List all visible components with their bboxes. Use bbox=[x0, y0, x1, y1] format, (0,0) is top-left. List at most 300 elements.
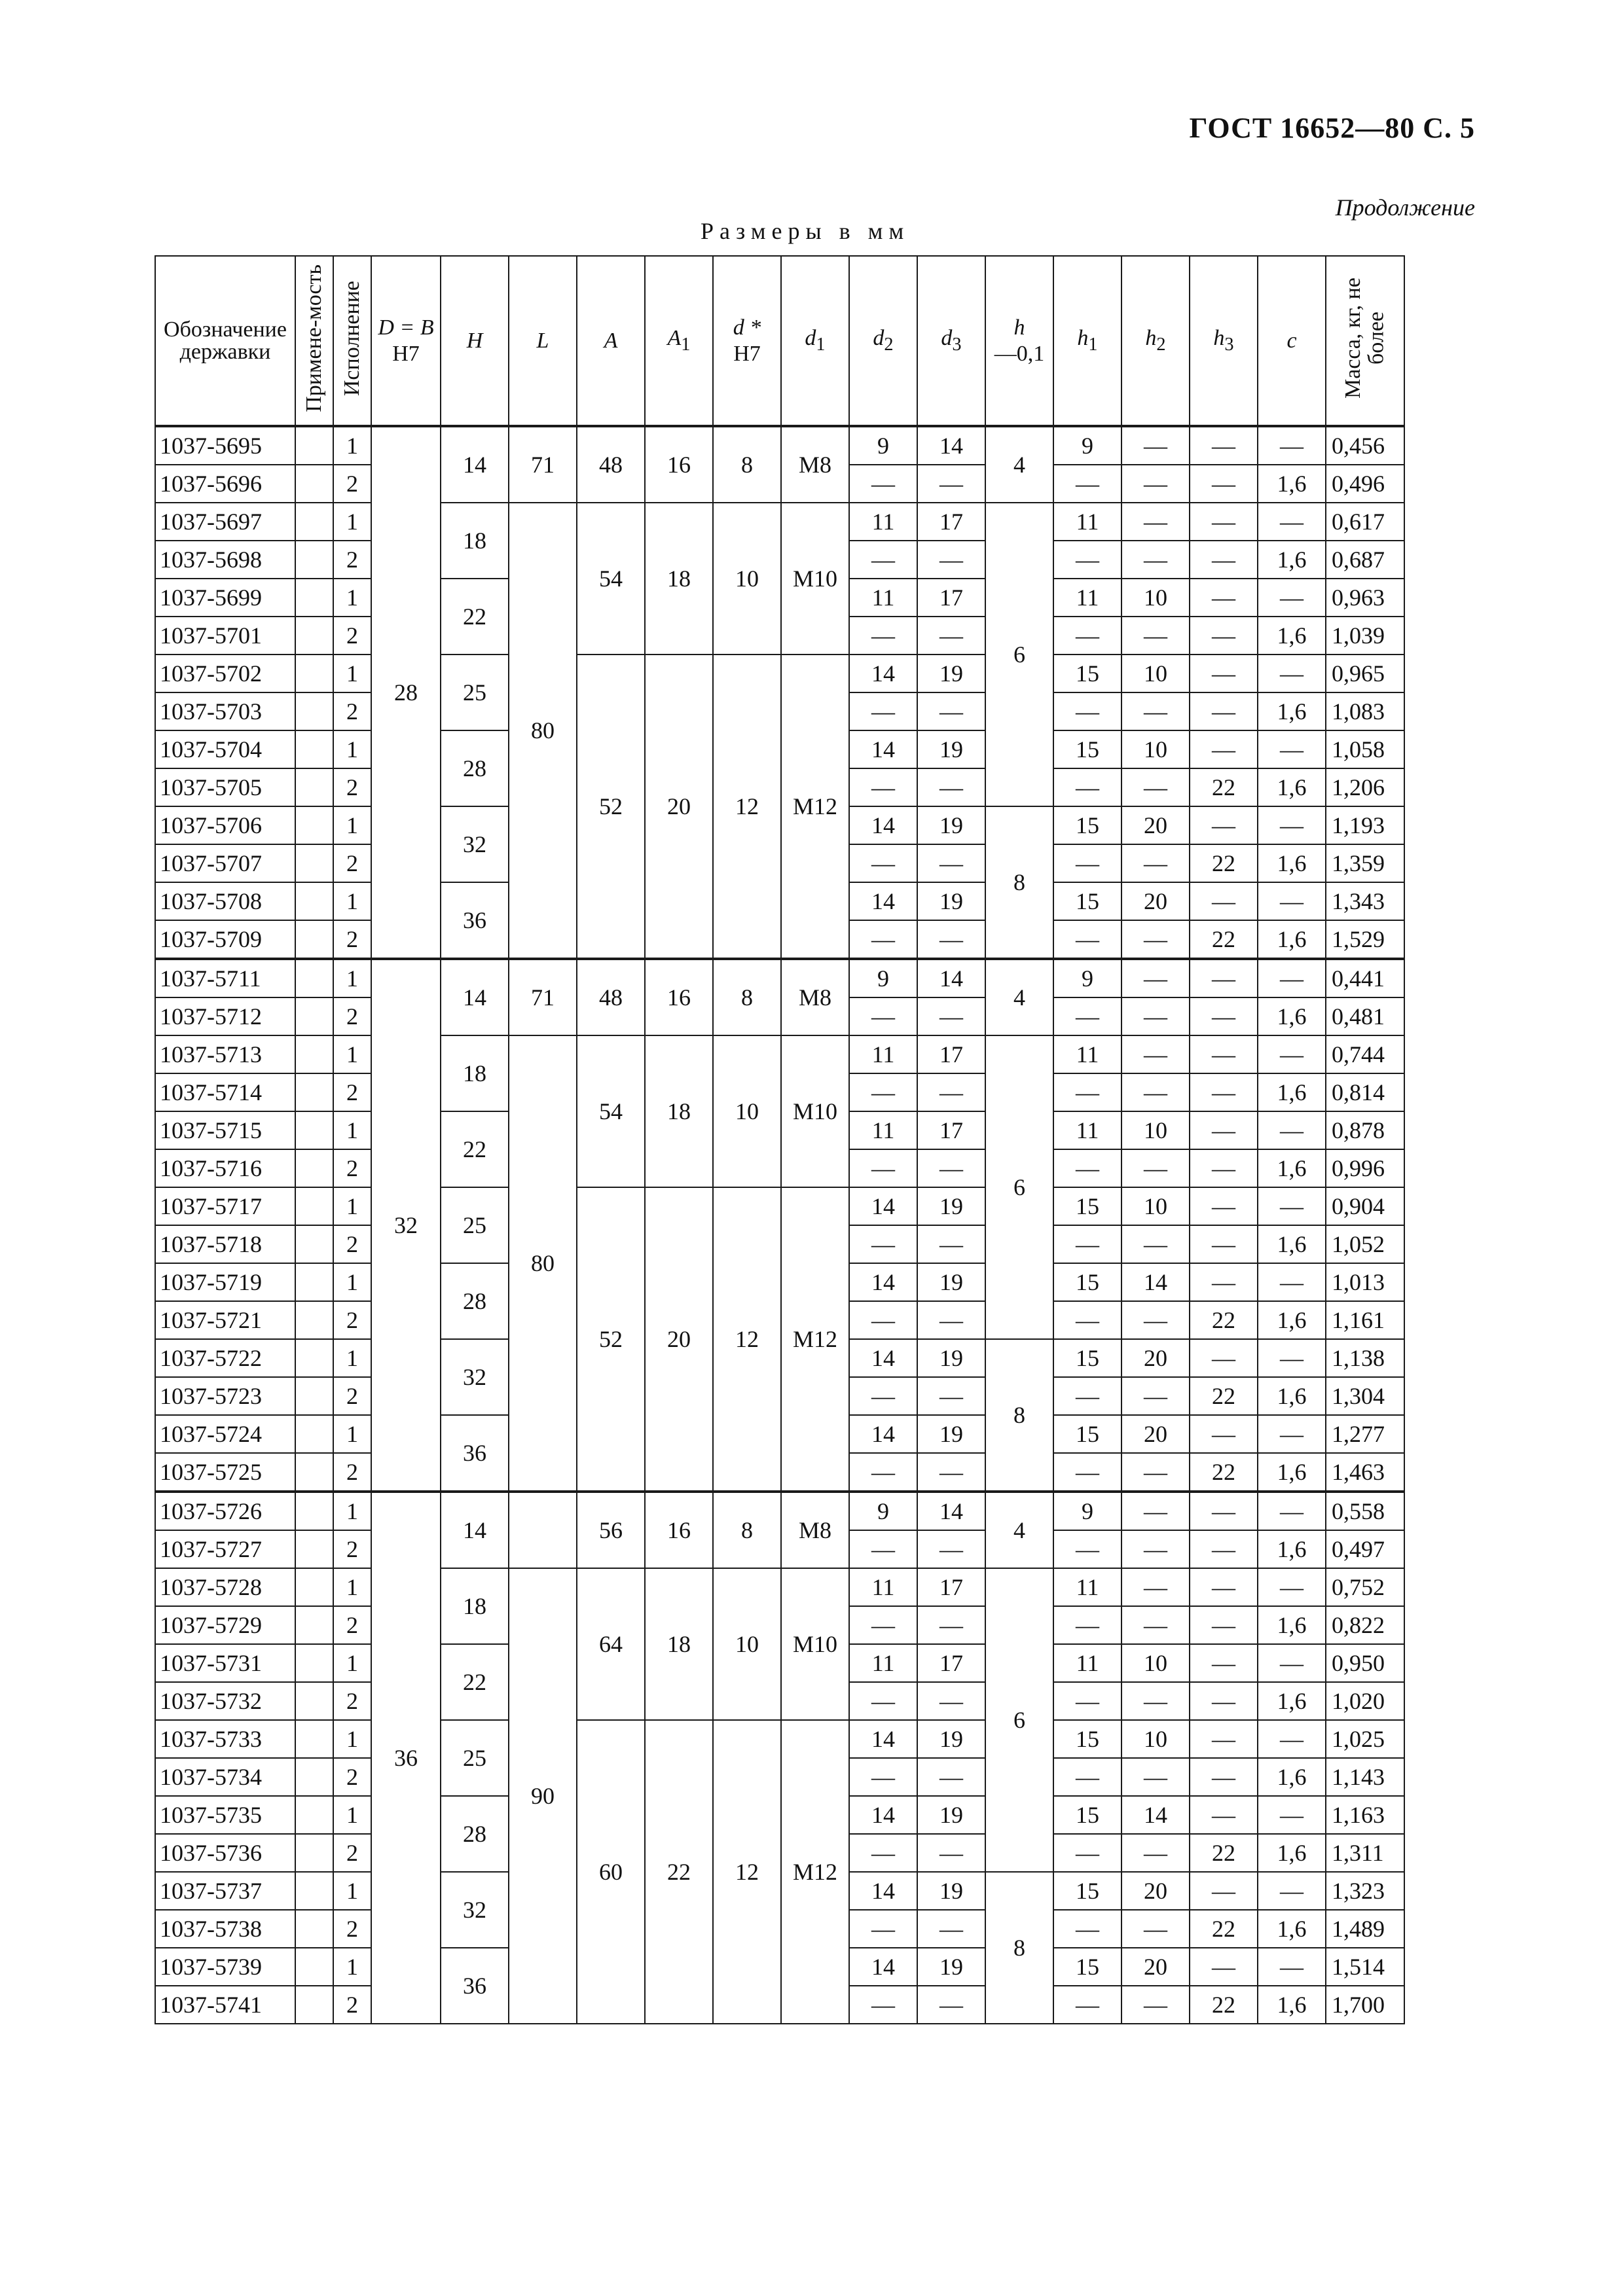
cell-A: 52 bbox=[577, 1187, 645, 1492]
cell-d2: 14 bbox=[849, 1872, 917, 1910]
cell-d: 12 bbox=[713, 1187, 781, 1492]
cell-m: 1,025 bbox=[1326, 1720, 1404, 1758]
cell-d1: M10 bbox=[781, 1568, 849, 1720]
cell-h1: 11 bbox=[1053, 1568, 1122, 1606]
cell-d3: — bbox=[917, 1530, 985, 1568]
cell-ver: 2 bbox=[333, 1225, 371, 1263]
cell-ver: 1 bbox=[333, 1035, 371, 1073]
cell-H: 14 bbox=[441, 959, 509, 1035]
cell-c: — bbox=[1258, 1720, 1326, 1758]
cell-h2: — bbox=[1122, 1568, 1190, 1606]
cell-h2: — bbox=[1122, 1073, 1190, 1111]
cell-d3: — bbox=[917, 1149, 985, 1187]
cell-app bbox=[295, 1796, 333, 1834]
cell-d3: — bbox=[917, 997, 985, 1035]
cell-app bbox=[295, 1301, 333, 1339]
cell-ver: 2 bbox=[333, 617, 371, 655]
col-h3: $h_3$ bbox=[1190, 256, 1258, 426]
cell-A1: 18 bbox=[645, 1568, 713, 1720]
cell-d2: 11 bbox=[849, 1111, 917, 1149]
cell-ver: 1 bbox=[333, 1872, 371, 1910]
cell-h3: 22 bbox=[1190, 1910, 1258, 1948]
cell-des: 1037-5706 bbox=[155, 806, 295, 844]
col-h2: $h_2$ bbox=[1122, 256, 1190, 426]
cell-h3: — bbox=[1190, 1720, 1258, 1758]
cell-d2: — bbox=[849, 1910, 917, 1948]
cell-app bbox=[295, 1758, 333, 1796]
cell-h2: — bbox=[1122, 1301, 1190, 1339]
cell-m: 0,497 bbox=[1326, 1530, 1404, 1568]
col-a1: $A_1$ bbox=[645, 256, 713, 426]
cell-m: 0,878 bbox=[1326, 1111, 1404, 1149]
cell-m: 0,904 bbox=[1326, 1187, 1404, 1225]
col-designation: Обозначение державки bbox=[155, 256, 295, 426]
cell-h3: 22 bbox=[1190, 844, 1258, 882]
cell-h2: 20 bbox=[1122, 1872, 1190, 1910]
cell-c: — bbox=[1258, 503, 1326, 541]
cell-m: 0,441 bbox=[1326, 959, 1404, 997]
cell-d2: — bbox=[849, 1986, 917, 2024]
cell-d3: 19 bbox=[917, 1187, 985, 1225]
cell-c: 1,6 bbox=[1258, 1910, 1326, 1948]
cell-d3: 17 bbox=[917, 1644, 985, 1682]
cell-h3: — bbox=[1190, 997, 1258, 1035]
cell-c: 1,6 bbox=[1258, 1301, 1326, 1339]
cell-ver: 1 bbox=[333, 1415, 371, 1453]
col-a: A bbox=[577, 256, 645, 426]
cell-h3: — bbox=[1190, 1149, 1258, 1187]
cell-ver: 1 bbox=[333, 1948, 371, 1986]
cell-A1: 16 bbox=[645, 426, 713, 503]
table-row bbox=[155, 655, 1404, 692]
cell-c: — bbox=[1258, 579, 1326, 617]
cell-des: 1037-5738 bbox=[155, 1910, 295, 1948]
cell-h1: 15 bbox=[1053, 882, 1122, 920]
cell-d2: 11 bbox=[849, 1568, 917, 1606]
cell-d3: — bbox=[917, 1073, 985, 1111]
cell-c: — bbox=[1258, 1263, 1326, 1301]
cell-DB: 36 bbox=[371, 1492, 441, 2024]
cell-des: 1037-5723 bbox=[155, 1377, 295, 1415]
cell-d2: 11 bbox=[849, 1035, 917, 1073]
cell-h1: — bbox=[1053, 1301, 1122, 1339]
cell-d1: M10 bbox=[781, 1035, 849, 1187]
cell-d3: 14 bbox=[917, 1492, 985, 1530]
cell-h1: 11 bbox=[1053, 1644, 1122, 1682]
cell-ver: 2 bbox=[333, 920, 371, 959]
cell-h1: — bbox=[1053, 844, 1122, 882]
cell-c: 1,6 bbox=[1258, 1225, 1326, 1263]
cell-c: — bbox=[1258, 1948, 1326, 1986]
cell-ver: 1 bbox=[333, 806, 371, 844]
cell-m: 1,039 bbox=[1326, 617, 1404, 655]
cell-app bbox=[295, 655, 333, 692]
cell-ver: 2 bbox=[333, 692, 371, 730]
cell-m: 1,193 bbox=[1326, 806, 1404, 844]
cell-h3: 22 bbox=[1190, 1301, 1258, 1339]
cell-L bbox=[509, 1492, 577, 1568]
cell-d: 12 bbox=[713, 655, 781, 959]
cell-d3: 19 bbox=[917, 655, 985, 692]
cell-h1: — bbox=[1053, 465, 1122, 503]
cell-H: 36 bbox=[441, 882, 509, 959]
cell-h2: 20 bbox=[1122, 1415, 1190, 1453]
cell-h1: 15 bbox=[1053, 1872, 1122, 1910]
cell-h2: — bbox=[1122, 959, 1190, 997]
cell-h2: — bbox=[1122, 541, 1190, 579]
cell-app bbox=[295, 1606, 333, 1644]
cell-h3: 22 bbox=[1190, 768, 1258, 806]
cell-c: 1,6 bbox=[1258, 541, 1326, 579]
cell-d3: 17 bbox=[917, 1568, 985, 1606]
cell-h2: — bbox=[1122, 503, 1190, 541]
cell-d: 10 bbox=[713, 1035, 781, 1187]
cell-c: 1,6 bbox=[1258, 1834, 1326, 1872]
cell-H: 25 bbox=[441, 1720, 509, 1796]
cell-h1: — bbox=[1053, 1225, 1122, 1263]
cell-d1: M12 bbox=[781, 1720, 849, 2024]
cell-des: 1037-5696 bbox=[155, 465, 295, 503]
cell-h2: — bbox=[1122, 1149, 1190, 1187]
cell-des: 1037-5699 bbox=[155, 579, 295, 617]
cell-L: 71 bbox=[509, 959, 577, 1035]
cell-des: 1037-5739 bbox=[155, 1948, 295, 1986]
cell-c: 1,6 bbox=[1258, 1682, 1326, 1720]
cell-m: 0,558 bbox=[1326, 1492, 1404, 1530]
cell-h2: 10 bbox=[1122, 1111, 1190, 1149]
cell-h1: 15 bbox=[1053, 1187, 1122, 1225]
col-version: Исполнение bbox=[333, 256, 371, 426]
cell-d3: — bbox=[917, 692, 985, 730]
cell-d2: 14 bbox=[849, 1948, 917, 1986]
cell-h1: — bbox=[1053, 1453, 1122, 1492]
cell-d3: — bbox=[917, 1453, 985, 1492]
cell-h3: 22 bbox=[1190, 1986, 1258, 2024]
cell-h3: — bbox=[1190, 882, 1258, 920]
cell-ver: 2 bbox=[333, 1606, 371, 1644]
cell-ver: 2 bbox=[333, 465, 371, 503]
cell-h3: 22 bbox=[1190, 920, 1258, 959]
cell-ver: 1 bbox=[333, 1644, 371, 1682]
cell-des: 1037-5741 bbox=[155, 1986, 295, 2024]
cell-des: 1037-5711 bbox=[155, 959, 295, 997]
cell-m: 1,463 bbox=[1326, 1453, 1404, 1492]
cell-h: 8 bbox=[985, 806, 1053, 959]
cell-des: 1037-5701 bbox=[155, 617, 295, 655]
cell-h: 6 bbox=[985, 1568, 1053, 1872]
cell-ver: 2 bbox=[333, 1530, 371, 1568]
cell-c: — bbox=[1258, 426, 1326, 465]
cell-des: 1037-5703 bbox=[155, 692, 295, 730]
cell-ver: 1 bbox=[333, 959, 371, 997]
cell-ver: 1 bbox=[333, 1492, 371, 1530]
cell-m: 0,617 bbox=[1326, 503, 1404, 541]
cell-d2: 9 bbox=[849, 959, 917, 997]
cell-h3: — bbox=[1190, 1606, 1258, 1644]
cell-A: 54 bbox=[577, 503, 645, 655]
cell-h: 4 bbox=[985, 1492, 1053, 1568]
cell-app bbox=[295, 1644, 333, 1682]
cell-c: — bbox=[1258, 730, 1326, 768]
cell-app bbox=[295, 882, 333, 920]
cell-d1: M8 bbox=[781, 1492, 849, 1568]
cell-h3: — bbox=[1190, 541, 1258, 579]
cell-c: — bbox=[1258, 655, 1326, 692]
cell-d3: — bbox=[917, 1606, 985, 1644]
cell-d2: 14 bbox=[849, 1796, 917, 1834]
cell-app bbox=[295, 1948, 333, 1986]
cell-A: 64 bbox=[577, 1568, 645, 1720]
cell-c: — bbox=[1258, 1035, 1326, 1073]
cell-d3: — bbox=[917, 1377, 985, 1415]
cell-d3: — bbox=[917, 617, 985, 655]
cell-c: 1,6 bbox=[1258, 1606, 1326, 1644]
cell-des: 1037-5733 bbox=[155, 1720, 295, 1758]
cell-h3: — bbox=[1190, 692, 1258, 730]
cell-ver: 1 bbox=[333, 1111, 371, 1149]
cell-h1: 11 bbox=[1053, 1111, 1122, 1149]
cell-h2: 14 bbox=[1122, 1796, 1190, 1834]
cell-app bbox=[295, 1339, 333, 1377]
cell-h1: — bbox=[1053, 1682, 1122, 1720]
cell-app bbox=[295, 541, 333, 579]
cell-d2: — bbox=[849, 997, 917, 1035]
cell-des: 1037-5715 bbox=[155, 1111, 295, 1149]
cell-m: 1,529 bbox=[1326, 920, 1404, 959]
cell-c: — bbox=[1258, 959, 1326, 997]
cell-des: 1037-5695 bbox=[155, 426, 295, 465]
cell-A: 60 bbox=[577, 1720, 645, 2024]
cell-c: — bbox=[1258, 806, 1326, 844]
cell-h2: — bbox=[1122, 920, 1190, 959]
cell-h1: — bbox=[1053, 997, 1122, 1035]
cell-c: 1,6 bbox=[1258, 997, 1326, 1035]
cell-A: 48 bbox=[577, 426, 645, 503]
cell-A1: 22 bbox=[645, 1720, 713, 2024]
col-c: c bbox=[1258, 256, 1326, 426]
cell-A1: 16 bbox=[645, 1492, 713, 1568]
cell-c: 1,6 bbox=[1258, 920, 1326, 959]
col-d-b: D = B H7 bbox=[371, 256, 441, 426]
cell-app bbox=[295, 1377, 333, 1415]
cell-app bbox=[295, 1872, 333, 1910]
cell-h3: — bbox=[1190, 503, 1258, 541]
cell-h1: 9 bbox=[1053, 1492, 1122, 1530]
cell-des: 1037-5698 bbox=[155, 541, 295, 579]
cell-d3: 17 bbox=[917, 503, 985, 541]
cell-m: 1,161 bbox=[1326, 1301, 1404, 1339]
cell-app bbox=[295, 692, 333, 730]
cell-des: 1037-5724 bbox=[155, 1415, 295, 1453]
cell-h2: — bbox=[1122, 1225, 1190, 1263]
cell-h: 8 bbox=[985, 1339, 1053, 1492]
cell-app bbox=[295, 920, 333, 959]
cell-h2: — bbox=[1122, 1986, 1190, 2024]
cell-h2: 10 bbox=[1122, 1187, 1190, 1225]
cell-H: 18 bbox=[441, 503, 509, 579]
cell-h1: — bbox=[1053, 1530, 1122, 1568]
col-h1: $h_1$ bbox=[1053, 256, 1122, 426]
cell-ver: 1 bbox=[333, 1720, 371, 1758]
cell-h2: — bbox=[1122, 426, 1190, 465]
cell-h1: — bbox=[1053, 1758, 1122, 1796]
col-d: d * H7 bbox=[713, 256, 781, 426]
cell-L: 80 bbox=[509, 1035, 577, 1492]
cell-m: 0,822 bbox=[1326, 1606, 1404, 1644]
cell-h3: — bbox=[1190, 1073, 1258, 1111]
cell-d3: 19 bbox=[917, 1720, 985, 1758]
cell-h1: 15 bbox=[1053, 1720, 1122, 1758]
cell-d2: 9 bbox=[849, 426, 917, 465]
cell-A1: 18 bbox=[645, 503, 713, 655]
col-d1: $d_1$ bbox=[781, 256, 849, 426]
cell-d2: — bbox=[849, 1682, 917, 1720]
cell-H: 28 bbox=[441, 730, 509, 806]
cell-H: 32 bbox=[441, 1872, 509, 1948]
cell-h2: — bbox=[1122, 1910, 1190, 1948]
col-l: L bbox=[509, 256, 577, 426]
cell-d3: — bbox=[917, 1758, 985, 1796]
cell-h1: 15 bbox=[1053, 1263, 1122, 1301]
cell-m: 0,481 bbox=[1326, 997, 1404, 1035]
cell-m: 1,311 bbox=[1326, 1834, 1404, 1872]
cell-des: 1037-5716 bbox=[155, 1149, 295, 1187]
cell-c: 1,6 bbox=[1258, 1530, 1326, 1568]
cell-c: 1,6 bbox=[1258, 1377, 1326, 1415]
cell-app bbox=[295, 1073, 333, 1111]
cell-h3: — bbox=[1190, 730, 1258, 768]
cell-h3: — bbox=[1190, 579, 1258, 617]
cell-h3: — bbox=[1190, 1948, 1258, 1986]
cell-d1: M8 bbox=[781, 959, 849, 1035]
cell-app bbox=[295, 806, 333, 844]
cell-d2: — bbox=[849, 1606, 917, 1644]
cell-A: 48 bbox=[577, 959, 645, 1035]
cell-des: 1037-5712 bbox=[155, 997, 295, 1035]
cell-app bbox=[295, 426, 333, 465]
cell-h2: — bbox=[1122, 1682, 1190, 1720]
cell-d2: 14 bbox=[849, 1720, 917, 1758]
cell-des: 1037-5728 bbox=[155, 1568, 295, 1606]
cell-H: 32 bbox=[441, 806, 509, 882]
cell-d: 10 bbox=[713, 503, 781, 655]
cell-d2: — bbox=[849, 1377, 917, 1415]
cell-h3: — bbox=[1190, 1035, 1258, 1073]
cell-d3: — bbox=[917, 1682, 985, 1720]
cell-h1: 9 bbox=[1053, 426, 1122, 465]
cell-A1: 20 bbox=[645, 655, 713, 959]
cell-d2: — bbox=[849, 1758, 917, 1796]
cell-h3: — bbox=[1190, 1339, 1258, 1377]
cell-H: 22 bbox=[441, 1644, 509, 1720]
cell-c: 1,6 bbox=[1258, 692, 1326, 730]
cell-h2: 10 bbox=[1122, 1720, 1190, 1758]
cell-d2: 14 bbox=[849, 1415, 917, 1453]
cell-h1: — bbox=[1053, 1834, 1122, 1872]
cell-d2: — bbox=[849, 692, 917, 730]
col-mass: Масса, кг, не более bbox=[1326, 256, 1404, 426]
table-row bbox=[155, 1187, 1404, 1225]
cell-c: 1,6 bbox=[1258, 1453, 1326, 1492]
cell-des: 1037-5708 bbox=[155, 882, 295, 920]
cell-m: 1,058 bbox=[1326, 730, 1404, 768]
cell-des: 1037-5704 bbox=[155, 730, 295, 768]
table-row bbox=[155, 1035, 1404, 1073]
cell-d1: M12 bbox=[781, 1187, 849, 1492]
cell-ver: 1 bbox=[333, 1568, 371, 1606]
cell-des: 1037-5713 bbox=[155, 1035, 295, 1073]
cell-h3: — bbox=[1190, 617, 1258, 655]
cell-H: 28 bbox=[441, 1796, 509, 1872]
cell-d3: 19 bbox=[917, 1872, 985, 1910]
cell-h3: — bbox=[1190, 806, 1258, 844]
cell-d2: 9 bbox=[849, 1492, 917, 1530]
cell-h1: 15 bbox=[1053, 1796, 1122, 1834]
cell-m: 1,514 bbox=[1326, 1948, 1404, 1986]
cell-d3: 19 bbox=[917, 806, 985, 844]
cell-app bbox=[295, 1149, 333, 1187]
cell-h2: — bbox=[1122, 844, 1190, 882]
cell-app bbox=[295, 617, 333, 655]
cell-h1: 9 bbox=[1053, 959, 1122, 997]
cell-des: 1037-5714 bbox=[155, 1073, 295, 1111]
cell-d2: 14 bbox=[849, 1339, 917, 1377]
cell-app bbox=[295, 1415, 333, 1453]
cell-app bbox=[295, 1111, 333, 1149]
cell-H: 22 bbox=[441, 579, 509, 655]
cell-c: — bbox=[1258, 1796, 1326, 1834]
cell-m: 1,083 bbox=[1326, 692, 1404, 730]
cell-ver: 2 bbox=[333, 1073, 371, 1111]
table-row bbox=[155, 1492, 1404, 1530]
cell-app bbox=[295, 579, 333, 617]
cell-h3: — bbox=[1190, 1187, 1258, 1225]
cell-des: 1037-5697 bbox=[155, 503, 295, 541]
cell-d1: M8 bbox=[781, 426, 849, 503]
cell-d3: — bbox=[917, 465, 985, 503]
cell-c: — bbox=[1258, 1644, 1326, 1682]
cell-d3: 14 bbox=[917, 426, 985, 465]
cell-d: 12 bbox=[713, 1720, 781, 2024]
cell-h2: — bbox=[1122, 1377, 1190, 1415]
cell-ver: 1 bbox=[333, 1263, 371, 1301]
cell-L: 71 bbox=[509, 426, 577, 503]
cell-h3: — bbox=[1190, 1263, 1258, 1301]
cell-h3: — bbox=[1190, 1530, 1258, 1568]
cell-m: 1,304 bbox=[1326, 1377, 1404, 1415]
cell-h: 4 bbox=[985, 426, 1053, 503]
cell-d3: 19 bbox=[917, 882, 985, 920]
cell-ver: 2 bbox=[333, 1758, 371, 1796]
cell-d2: 14 bbox=[849, 1263, 917, 1301]
cell-m: 0,950 bbox=[1326, 1644, 1404, 1682]
cell-m: 1,359 bbox=[1326, 844, 1404, 882]
cell-app bbox=[295, 1530, 333, 1568]
cell-d3: — bbox=[917, 1834, 985, 1872]
cell-c: — bbox=[1258, 1187, 1326, 1225]
cell-h2: — bbox=[1122, 768, 1190, 806]
cell-h3: 22 bbox=[1190, 1377, 1258, 1415]
col-d2: $d_2$ bbox=[849, 256, 917, 426]
page-header: ГОСТ 16652—80 С. 5 bbox=[1189, 112, 1475, 144]
cell-d2: — bbox=[849, 617, 917, 655]
cell-ver: 2 bbox=[333, 997, 371, 1035]
cell-c: — bbox=[1258, 1415, 1326, 1453]
cell-m: 0,456 bbox=[1326, 426, 1404, 465]
cell-h2: 10 bbox=[1122, 1644, 1190, 1682]
cell-d2: — bbox=[849, 1453, 917, 1492]
cell-m: 1,143 bbox=[1326, 1758, 1404, 1796]
